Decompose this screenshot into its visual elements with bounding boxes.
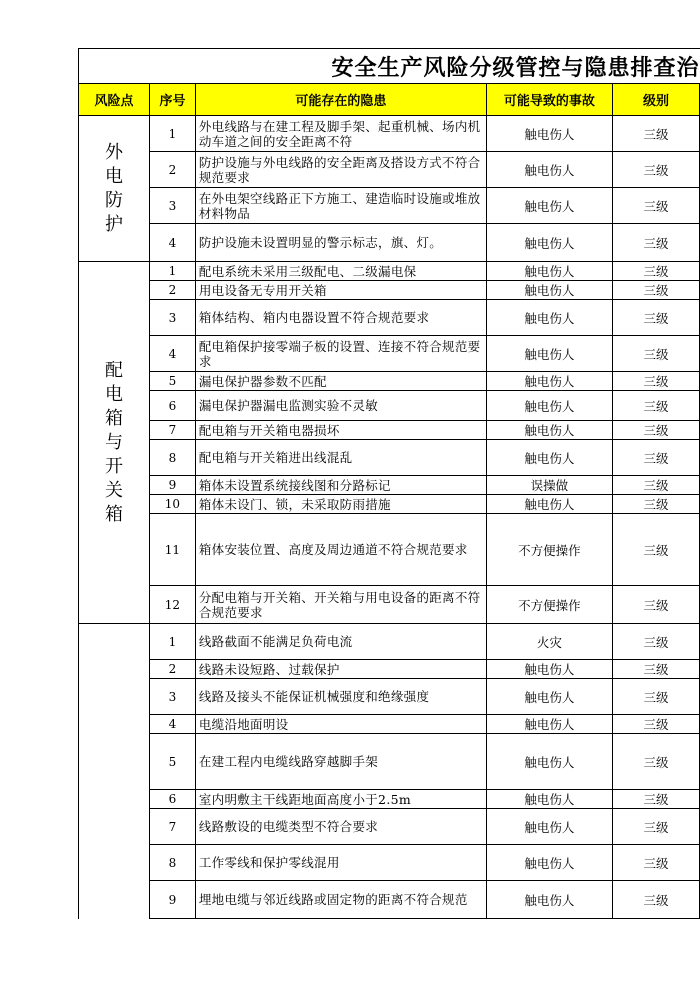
- hazard-cell: 箱体结构、箱内电器设置不符合规范要求: [195, 300, 486, 336]
- accident-cell: 触电伤人: [486, 440, 612, 476]
- table-row: [79, 495, 700, 514]
- hazard-cell: 用电设备无专用开关箱: [195, 281, 486, 300]
- level-cell: 三级: [612, 514, 699, 586]
- accident-cell: 触电伤人: [486, 660, 612, 679]
- seq-cell: 4: [150, 715, 196, 734]
- accident-cell: 触电伤人: [486, 679, 612, 715]
- level-cell: 三级: [612, 300, 699, 336]
- seq-cell: 5: [150, 734, 196, 790]
- hazard-cell: 配电箱与开关箱进出线混乱: [195, 440, 486, 476]
- header-level: 级别: [612, 84, 699, 116]
- header-accident: 可能导致的事故: [486, 84, 612, 116]
- accident-cell: 误操做: [486, 476, 612, 495]
- table-row: [79, 224, 700, 262]
- seq-cell: 2: [150, 281, 196, 300]
- table-row: [79, 391, 700, 421]
- level-cell: 三级: [612, 679, 699, 715]
- accident-cell: 触电伤人: [486, 881, 612, 919]
- table-row: [79, 372, 700, 391]
- header-hazard: 可能存在的隐患: [195, 84, 486, 116]
- accident-cell: 触电伤人: [486, 421, 612, 440]
- accident-cell: 触电伤人: [486, 224, 612, 262]
- table-row: [79, 336, 700, 372]
- seq-cell: 5: [150, 372, 196, 391]
- seq-cell: 3: [150, 188, 196, 224]
- risk-point-label: 配电箱与开关箱: [105, 359, 124, 525]
- risk-table: [78, 48, 700, 919]
- hazard-cell: 在建工程内电缆线路穿越脚手架: [195, 734, 486, 790]
- table-row: [79, 421, 700, 440]
- table-row: [79, 281, 700, 300]
- level-cell: 三级: [612, 845, 699, 881]
- hazard-cell: 线路及接头不能保证机械强度和绝缘强度: [195, 679, 486, 715]
- level-cell: 三级: [612, 734, 699, 790]
- hazard-cell: 配电系统未采用三级配电、二级漏电保: [195, 262, 486, 281]
- seq-cell: 6: [150, 790, 196, 809]
- hazard-cell: 外电线路与在建工程及脚手架、起重机械、场内机动车道之间的安全距离不符: [195, 116, 486, 152]
- level-cell: 三级: [612, 495, 699, 514]
- accident-cell: 触电伤人: [486, 372, 612, 391]
- accident-cell: 不方便操作: [486, 586, 612, 624]
- accident-cell: 触电伤人: [486, 734, 612, 790]
- seq-cell: 4: [150, 224, 196, 262]
- hazard-cell: 电缆沿地面明设: [195, 715, 486, 734]
- accident-cell: 触电伤人: [486, 188, 612, 224]
- hazard-cell: 漏电保护器参数不匹配: [195, 372, 486, 391]
- seq-cell: 12: [150, 586, 196, 624]
- accident-cell: 触电伤人: [486, 281, 612, 300]
- seq-cell: 2: [150, 660, 196, 679]
- hazard-cell: 线路截面不能满足负荷电流: [195, 624, 486, 660]
- level-cell: 三级: [612, 421, 699, 440]
- risk-point-label: 外电防护: [105, 141, 124, 235]
- table-row: [79, 809, 700, 845]
- table-row: [79, 660, 700, 679]
- level-cell: 三级: [612, 336, 699, 372]
- table-row: [79, 624, 700, 660]
- seq-cell: 6: [150, 391, 196, 421]
- hazard-cell: 配电箱与开关箱电器损坏: [195, 421, 486, 440]
- level-cell: 三级: [612, 809, 699, 845]
- seq-cell: 11: [150, 514, 196, 586]
- table-row: [79, 881, 700, 919]
- level-cell: 三级: [612, 116, 699, 152]
- hazard-cell: 室内明敷主干线距地面高度小于2.5m: [195, 790, 486, 809]
- level-cell: 三级: [612, 262, 699, 281]
- hazard-cell: 漏电保护器漏电监测实验不灵敏: [195, 391, 486, 421]
- level-cell: 三级: [612, 372, 699, 391]
- accident-cell: 触电伤人: [486, 845, 612, 881]
- hazard-cell: 配电箱保护接零端子板的设置、连接不符合规范要求: [195, 336, 486, 372]
- level-cell: 三级: [612, 881, 699, 919]
- seq-cell: 9: [150, 476, 196, 495]
- header-seq: 序号: [150, 84, 196, 116]
- level-cell: 三级: [612, 586, 699, 624]
- accident-cell: 触电伤人: [486, 116, 612, 152]
- risk-point-cell: [79, 624, 150, 919]
- table-row: [79, 188, 700, 224]
- seq-cell: 3: [150, 300, 196, 336]
- seq-cell: 1: [150, 116, 196, 152]
- hazard-cell: 防护设施与外电线路的安全距离及搭设方式不符合规范要求: [195, 152, 486, 188]
- level-cell: 三级: [612, 440, 699, 476]
- hazard-cell: 在外电架空线路正下方施工、建造临时设施或堆放材料物品: [195, 188, 486, 224]
- seq-cell: 3: [150, 679, 196, 715]
- seq-cell: 1: [150, 624, 196, 660]
- page-title: 安全生产风险分级管控与隐患排查治: [79, 49, 700, 84]
- risk-point-cell: [79, 116, 150, 262]
- accident-cell: 触电伤人: [486, 152, 612, 188]
- accident-cell: 触电伤人: [486, 809, 612, 845]
- table-row: [79, 152, 700, 188]
- seq-cell: 10: [150, 495, 196, 514]
- table-row: [79, 262, 700, 281]
- risk-point-cell: [79, 262, 150, 624]
- table-row: [79, 300, 700, 336]
- accident-cell: 触电伤人: [486, 300, 612, 336]
- table-row: [79, 476, 700, 495]
- header-risk-point: 风险点: [79, 84, 150, 116]
- accident-cell: 不方便操作: [486, 514, 612, 586]
- accident-cell: 触电伤人: [486, 790, 612, 809]
- level-cell: 三级: [612, 790, 699, 809]
- hazard-cell: 线路未设短路、过载保护: [195, 660, 486, 679]
- accident-cell: 触电伤人: [486, 262, 612, 281]
- seq-cell: 2: [150, 152, 196, 188]
- level-cell: 三级: [612, 188, 699, 224]
- level-cell: 三级: [612, 152, 699, 188]
- level-cell: 三级: [612, 224, 699, 262]
- hazard-cell: 箱体未设置系统接线图和分路标记: [195, 476, 486, 495]
- seq-cell: 4: [150, 336, 196, 372]
- level-cell: 三级: [612, 624, 699, 660]
- accident-cell: 触电伤人: [486, 336, 612, 372]
- seq-cell: 7: [150, 421, 196, 440]
- table-row: [79, 116, 700, 152]
- hazard-cell: 工作零线和保护零线混用: [195, 845, 486, 881]
- accident-cell: 触电伤人: [486, 715, 612, 734]
- table-row: [79, 715, 700, 734]
- table-row: [79, 514, 700, 586]
- table-row: [79, 734, 700, 790]
- accident-cell: 触电伤人: [486, 495, 612, 514]
- seq-cell: 1: [150, 262, 196, 281]
- seq-cell: 8: [150, 440, 196, 476]
- accident-cell: 火灾: [486, 624, 612, 660]
- level-cell: 三级: [612, 281, 699, 300]
- table-row: [79, 679, 700, 715]
- level-cell: 三级: [612, 660, 699, 679]
- table-row: [79, 440, 700, 476]
- seq-cell: 7: [150, 809, 196, 845]
- hazard-cell: 防护设施未设置明显的警示标志，旗、灯。: [195, 224, 486, 262]
- hazard-cell: 线路敷设的电缆类型不符合要求: [195, 809, 486, 845]
- hazard-cell: 分配电箱与开关箱、开关箱与用电设备的距离不符合规范要求: [195, 586, 486, 624]
- seq-cell: 9: [150, 881, 196, 919]
- seq-cell: 8: [150, 845, 196, 881]
- table-row: [79, 790, 700, 809]
- level-cell: 三级: [612, 715, 699, 734]
- hazard-cell: 箱体未设门、锁，未采取防雨措施: [195, 495, 486, 514]
- table-row: [79, 586, 700, 624]
- hazard-cell: 埋地电缆与邻近线路或固定物的距离不符合规范: [195, 881, 486, 919]
- table-row: [79, 845, 700, 881]
- level-cell: 三级: [612, 476, 699, 495]
- hazard-cell: 箱体安装位置、高度及周边通道不符合规范要求: [195, 514, 486, 586]
- risk-sheet: [78, 48, 700, 919]
- level-cell: 三级: [612, 391, 699, 421]
- accident-cell: 触电伤人: [486, 391, 612, 421]
